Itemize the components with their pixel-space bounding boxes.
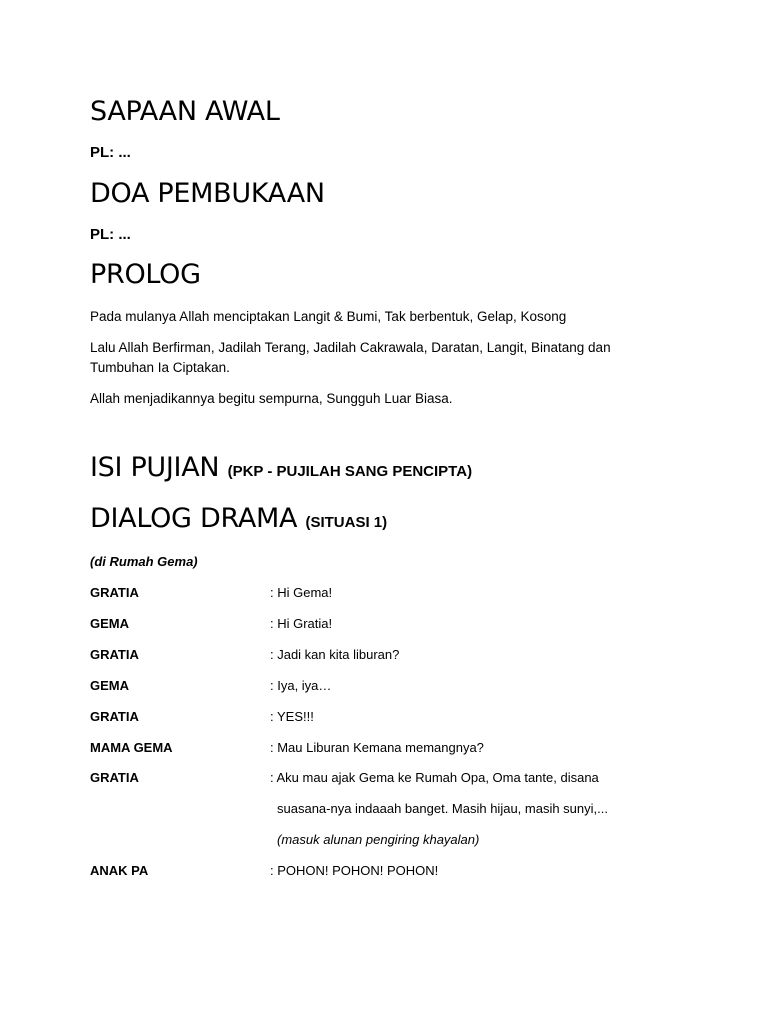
speech: : Aku mau ajak Gema ke Rumah Opa, Oma tante, disana xyxy=(270,770,599,785)
heading-sapaan-awal: SAPAAN AWAL xyxy=(90,96,280,127)
dialog-line xyxy=(90,616,690,636)
speech: : Mau Liburan Kemana memangnya? xyxy=(270,740,484,755)
speech: : Hi Gema! xyxy=(270,585,333,600)
heading-dialog-drama-title: DIALOG DRAMA xyxy=(90,503,298,534)
dialog-line xyxy=(90,740,690,760)
prolog-paragraph: Pada mulanya Allah menciptakan Langit & Bumi, Tak berbentuk, Gelap, Kosong xyxy=(90,309,567,324)
dialog-line xyxy=(90,770,690,790)
speech: : Hi Gratia! xyxy=(270,616,333,631)
heading-dialog-drama-subtitle: (SITUASI 1) xyxy=(305,514,388,531)
pl-doa: PL: ... xyxy=(90,226,131,243)
speaker: GRATIA xyxy=(90,770,139,785)
dialog-line xyxy=(90,709,690,729)
heading-isi-pujian-subtitle: (PKP - PUJILAH SANG PENCIPTA) xyxy=(227,463,473,480)
speech: : POHON! POHON! POHON! xyxy=(270,863,439,878)
speech: : Jadi kan kita liburan? xyxy=(270,647,400,662)
speaker: ANAK PA xyxy=(90,863,149,878)
heading-isi-pujian xyxy=(90,452,472,483)
dialog-line xyxy=(90,678,690,698)
heading-isi-pujian-title: ISI PUJIAN xyxy=(90,452,220,483)
speaker: MAMA GEMA xyxy=(90,740,173,755)
heading-prolog: PROLOG xyxy=(90,259,201,290)
speech: : Iya, iya… xyxy=(270,678,332,693)
prolog-paragraph: Allah menjadikannya begitu sempurna, Sungguh Luar Biasa. xyxy=(90,391,453,406)
dialog-line xyxy=(90,863,690,883)
prolog-paragraph: Lalu Allah Berfirman, Jadilah Terang, Jadilah Cakrawala, Daratan, Langit, Binatang dan Tumbuhan Ia Ciptakan. xyxy=(90,340,611,375)
dialog-line xyxy=(90,647,690,667)
heading-dialog-drama xyxy=(90,503,387,534)
speaker: GRATIA xyxy=(90,709,139,724)
speaker: GEMA xyxy=(90,616,129,631)
speech: : YES!!! xyxy=(270,709,314,724)
dialog-line xyxy=(90,585,690,605)
speaker: GRATIA xyxy=(90,585,139,600)
heading-doa-pembukaan: DOA PEMBUKAAN xyxy=(90,178,325,209)
speaker: GEMA xyxy=(90,678,129,693)
dialog-setting: (di Rumah Gema) xyxy=(90,554,198,569)
speech-continuation: suasana-nya indaaah banget. Masih hijau, masih sunyi,... xyxy=(277,801,608,816)
speaker: GRATIA xyxy=(90,647,139,662)
pl-sapaan: PL: ... xyxy=(90,144,131,161)
stage-direction: (masuk alunan pengiring khayalan) xyxy=(277,832,480,847)
